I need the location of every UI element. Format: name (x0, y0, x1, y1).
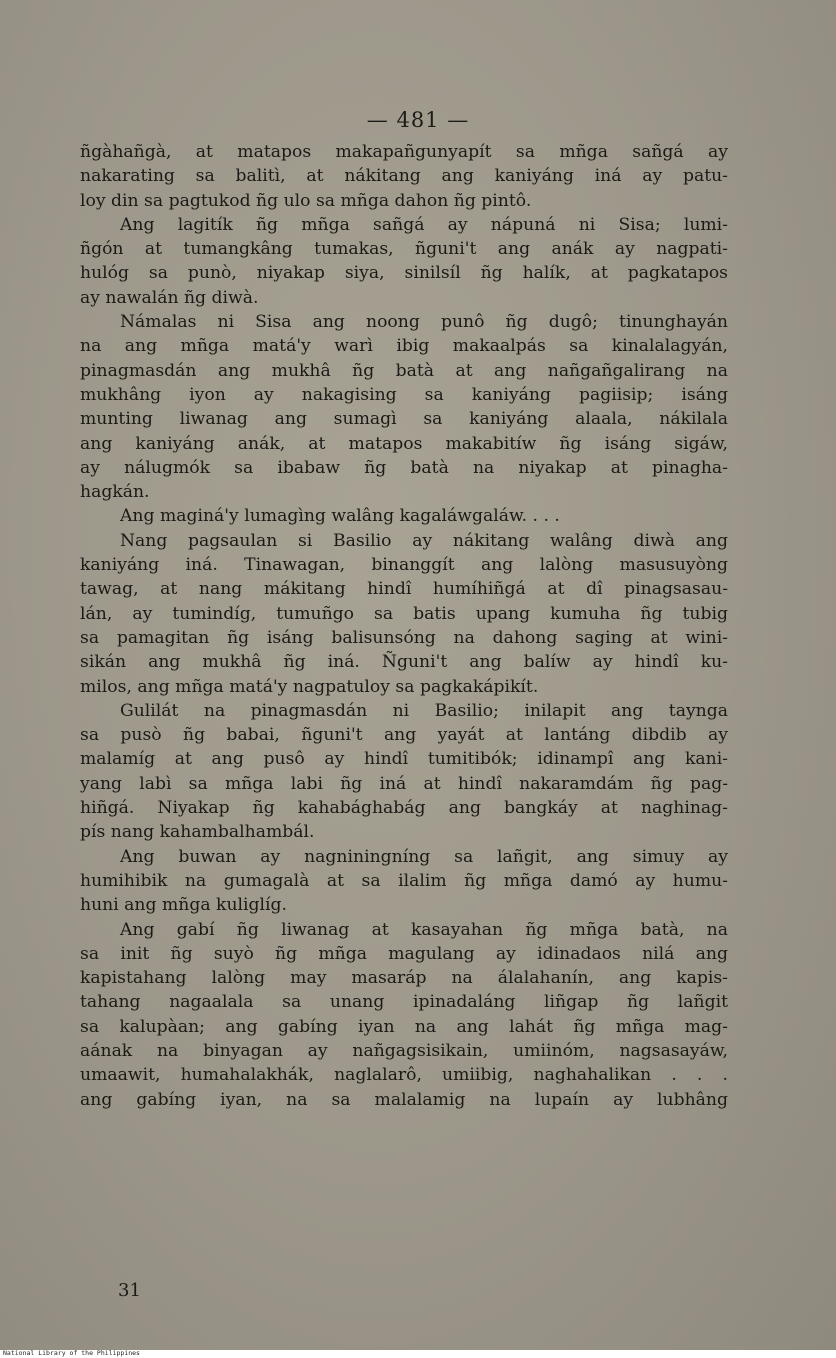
paragraph (80, 140, 728, 213)
text-line: Gulilát na pinagmasdán ni Basilio; inilapit ang taynga (120, 700, 728, 721)
signature-mark: 31 (118, 1280, 141, 1301)
text-line: sa kalupàan; ang gabíng iyan na ang lahát ñg mñga mag- (80, 1016, 728, 1037)
text-line: hiñgá. Niyakap ñg kahabághabág ang bangkáy at naghinag- (80, 798, 728, 819)
text-line: milos, ang mñga matá'y nagpatuloy sa pagkakápikít. (80, 676, 539, 697)
text-line: ñgàhañgà, at matapos makapañgunyapít sa mñga sañgá ay (80, 142, 728, 162)
text-line: Ang buwan ay nagniningníng sa lañgit, ang simuy ay (120, 846, 728, 867)
paragraph (80, 699, 728, 845)
text-line: tahang nagaalala sa unang ipinadaláng liñgap ñg lañgit (80, 992, 728, 1013)
page-number: — 481 — (366, 108, 470, 132)
footer-credit: National Library of the Philippines (3, 1349, 140, 1357)
paragraph (80, 529, 728, 699)
text-line: humihibik na gumagalà at sa ilalim ñg mñga damó ay humu- (80, 870, 728, 891)
text-line: Námalas ni Sisa ang noong punô ñg dugô; tinunghayán (120, 312, 728, 333)
text-line: kapistahang lalòng may masaráp na álalahanín, ang kapis- (80, 968, 728, 989)
text-line: sa init ñg suyò ñg mñga magulang ay idinadaos nilá ang (80, 943, 728, 964)
text-line: loy din sa pagtukod ñg ulo sa mñga dahon ñg pintô. (80, 190, 532, 211)
text-line: hulóg sa punò, niyakap siya, sinilsíl ñg halík, at pagkatapos (80, 263, 728, 284)
text-line: na ang mñga matá'y warì ibig makaalpás sa kinalalagyán, (80, 336, 728, 357)
text-line: pís nang kahambalhambál. (80, 822, 315, 843)
paragraph (80, 504, 728, 528)
text-line: pinagmasdán ang mukhâ ñg batà at ang nañgañgalirang na (80, 360, 728, 381)
text-line: kaniyáng iná. Tinawagan, binanggít ang lalòng masusuyòng (80, 555, 728, 576)
text-line: ay nálugmók sa ibabaw ñg batà na niyakap at pinagha- (80, 457, 728, 478)
text-line: munting liwanag ang sumagì sa kaniyáng alaala, nákilala (80, 409, 728, 430)
text-line: sikán ang mukhâ ñg iná. Ñguni't ang balíw ay hindî ku- (80, 652, 728, 673)
text-line: aának na binyagan ay nañgagsisikain, umiinóm, nagsasayáw, (80, 1040, 728, 1061)
text-line: Nang pagsaulan si Basilio ay nákitang walâng diwà ang (120, 530, 728, 551)
text-line: hagkán. (80, 482, 150, 503)
paragraph (80, 310, 728, 504)
footer (0, 1350, 836, 1358)
text-line: Ang lagitík ñg mñga sañgá ay nápuná ni Sisa; lumi- (120, 214, 728, 235)
text-line: ang kaniyáng anák, at matapos makabitíw ñg isáng sigáw, (80, 433, 728, 454)
text-line: Ang gabí ñg liwanag at kasayahan ñg mñga batà, na (120, 919, 728, 940)
paragraph (80, 918, 728, 1112)
body-text (80, 140, 728, 1112)
text-line: ay nawalán ñg diwà. (80, 287, 259, 308)
text-line: sa pusò ñg babai, ñguni't ang yayát at lantáng dibdib ay (80, 725, 728, 746)
text-line: tawag, at nang mákitang hindî humíhiñgá at dî pinagsasau- (80, 579, 728, 600)
text-line: huni ang mñga kuliglíg. (80, 895, 287, 916)
text-line: sa pamagitan ñg isáng balisunsóng na dahong saging at wini- (80, 627, 728, 648)
text-line: malamíg at ang pusô ay hindî tumitibók; idinampî ang kani- (80, 749, 728, 770)
text-line: ñgón at tumangkâng tumakas, ñguni't ang anák ay nagpati- (80, 239, 728, 260)
paragraph (80, 845, 728, 918)
text-line: yang labì sa mñga labi ñg iná at hindî nakaramdám ñg pag- (80, 773, 728, 794)
paragraph (80, 213, 728, 310)
text-line: ang gabíng iyan, na sa malalamig na lupaín ay lubhâng (80, 1089, 728, 1110)
text-line: Ang maginá'y lumagìng walâng kagaláwgaláw. . . . (120, 506, 560, 527)
text-line: nakarating sa balitì, at nákitang ang kaniyáng iná ay patu- (80, 166, 728, 187)
text-line: umaawit, humahalakhák, naglalarô, umiibig, naghahalikan . . . (80, 1065, 728, 1086)
text-line: mukhâng iyon ay nakagising sa kaniyáng pagiisip; isáng (80, 384, 728, 405)
text-line: lán, ay tumindíg, tumuñgo sa batis upang kumuha ñg tubig (80, 603, 728, 624)
